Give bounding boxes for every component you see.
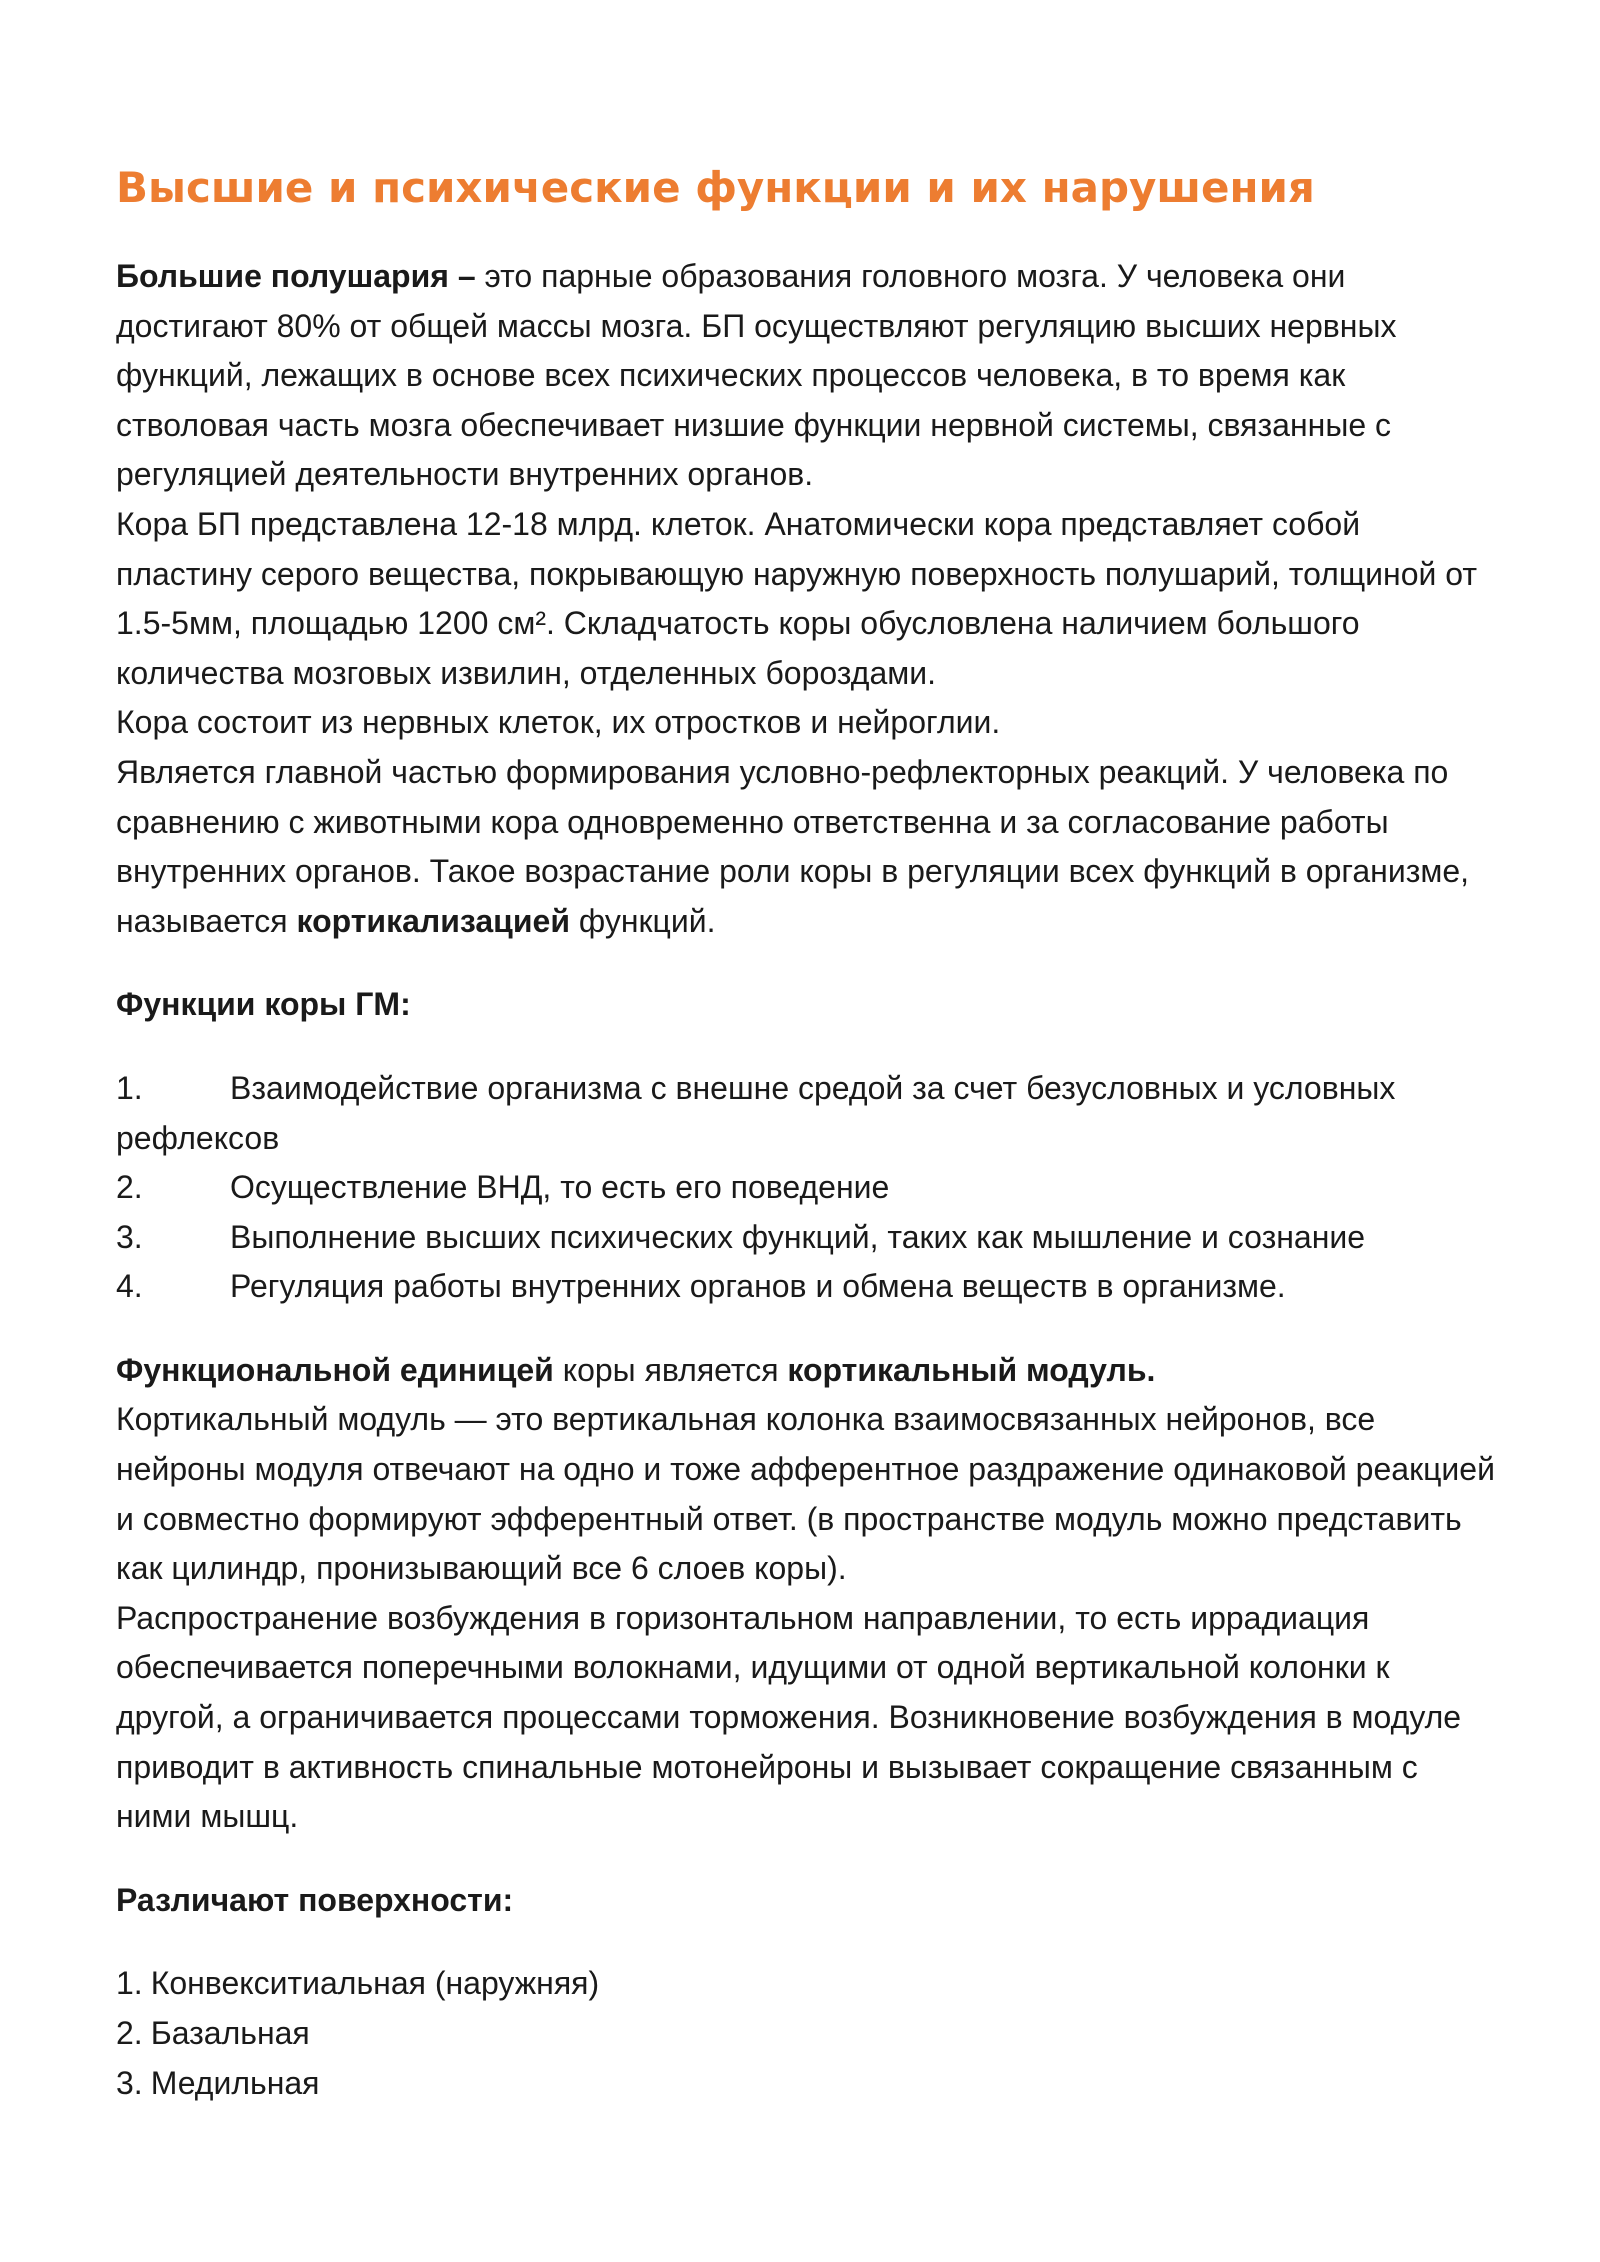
- intro-paragraph-2: Кора БП представлена 12-18 млрд. клеток. Анатомически кора представляет собой пластину серого вещества, покрывающую наружную поверхность полушарий, толщиной от 1.5-5мм, площадью 1200 см². Складчатость коры обусловлена наличием большого количества мозговых извилин, отделенных бороздами.: [116, 505, 1478, 691]
- list-item-number: 4.: [116, 1268, 143, 1305]
- page-title: Высшие и психические функции и их нарушения: [116, 163, 1315, 212]
- module-mid-text: коры является: [553, 1351, 788, 1388]
- intro-p4-start: Является главной частью формирования условно-рефлекторных реакций. У человека по сравнению с животными кора одновременно ответственна и за согласование работы внутренних органов. Такое возрастание роли коры в регуляции всех функций в организме, называется: [116, 753, 1470, 939]
- intro-paragraph-1: [116, 252, 1496, 500]
- list-item: [116, 1959, 1496, 2009]
- intro-section: [116, 252, 1496, 946]
- list-item-text: Регуляция работы внутренних органов и обмена веществ в организме.: [230, 1268, 1286, 1305]
- intro-term: Большие полушария –: [116, 258, 476, 294]
- list-item: [116, 2059, 1496, 2109]
- intro-paragraph-4: [116, 748, 1496, 946]
- list-item: [116, 1262, 1496, 1312]
- list-item: [116, 2009, 1496, 2059]
- module-paragraph-2: Кортикальный модуль — это вертикальная колонка взаимосвязанных нейронов, все нейроны модуля отвечают на одно и тоже афферентное раздражение одинаковой реакцией и совместно формируют эфферентный ответ. (в пространстве модуль можно представить как цилиндр, пронизывающий все 6 слоев коры).: [116, 1401, 1495, 1587]
- list-item-number: 2.: [116, 1169, 143, 1206]
- cortical-module-term: кортикальный модуль.: [787, 1351, 1156, 1388]
- list-item-text: Базальная: [150, 2015, 310, 2051]
- document-page: [116, 160, 1496, 2108]
- module-section: [116, 1346, 1496, 1842]
- list-item-text: Конвекситиальная (наружняя): [150, 1965, 600, 2002]
- list-item-number: 1.: [116, 1965, 143, 2002]
- functions-heading: Функции коры ГМ:: [116, 986, 411, 1023]
- list-item-text: Осуществление ВНД, то есть его поведение: [230, 1169, 890, 1206]
- intro-p4-end: функций.: [569, 902, 716, 939]
- intro-definition: это парные образования головного мозга. У человека они достигают 80% от общей массы мозга. БП осуществляют регуляцию высших нервных функций, лежащих в основе всех психических процессов человека, в то время как стволовая часть мозга обеспечивает низшие функции нервной системы, связанные с регуляцией деятельности внутренних органов.: [116, 258, 1397, 493]
- surfaces-list: [116, 1959, 1496, 2108]
- surfaces-heading: Различают поверхности:: [116, 1881, 514, 1918]
- list-item-number: 2.: [116, 2015, 143, 2051]
- functions-list: [116, 1064, 1496, 1312]
- list-item-text: Медильная: [150, 2064, 320, 2101]
- list-item-text: Взаимодействие организма с внешне средой за счет безусловных и условных рефлексов: [116, 1069, 1396, 1156]
- list-item-number: 3.: [116, 2064, 143, 2101]
- module-paragraph-1: [116, 1346, 1496, 1396]
- corticalization-term: кортикализацией: [296, 902, 570, 939]
- list-item-number: 3.: [116, 1218, 143, 1255]
- list-item-text: Выполнение высших психических функций, таких как мышление и сознание: [230, 1218, 1366, 1255]
- list-item: [116, 1213, 1496, 1263]
- list-item: [116, 1064, 1496, 1163]
- functional-unit-term: Функциональной единицей: [116, 1351, 554, 1388]
- module-paragraph-3: Распространение возбуждения в горизонтальном направлении, то есть иррадиация обеспечивается поперечными волокнами, идущими от одной вертикальной колонки к другой, а ограничивается процессами торможения. Возникновение возбуждения в модуле приводит в активность спинальные мотонейроны и вызывает сокращение связанным с ними мышц.: [116, 1599, 1462, 1835]
- list-item-number: 1.: [116, 1069, 143, 1106]
- list-item: [116, 1163, 1496, 1213]
- intro-paragraph-3: Кора состоит из нервных клеток, их отростков и нейроглии.: [116, 704, 1001, 741]
